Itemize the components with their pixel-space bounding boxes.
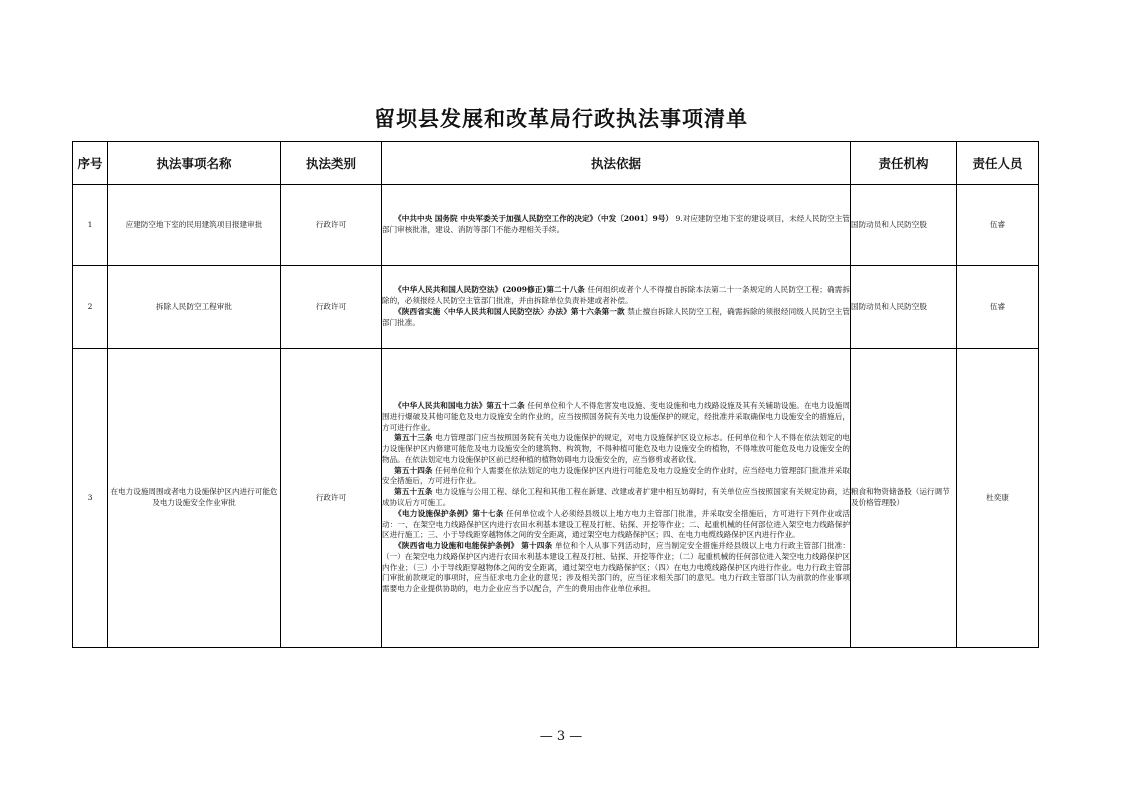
cell-item-name: 应建防空地下室的民用建筑项目报建审批: [108, 185, 281, 266]
page-number: — 3 —: [539, 729, 583, 744]
basis-law-title: 《中华人民共和国人民防空法》(2009修正)第二十八条: [394, 285, 585, 295]
basis-paragraph: [382, 214, 850, 236]
basis-paragraph: [382, 541, 850, 595]
basis-law-title: 《中共中央 国务院 中央军委关于加强人民防空工作的决定》（中发〔2001〕9号）: [394, 214, 674, 224]
basis-paragraph: [382, 509, 850, 541]
basis-text: 单位和个人从事下列活动时，应当制定安全措施并经县级以上电力行政主管部门批准：（一）在架空电力线路保护区内进行农田水利基本建设工程及打桩、钻探、开挖等作业；（二）起重机械的任何部位进入架空电力线路保护区内作业；（三）小于导线距穿越物体之间的安全距离，通过架空电力线路保护区；（四）在电力电缆线路保护区内进行作业。电力行政主管部门审批前款规定的事项时，应当征求电力企业的意见；涉及相关部门的，应当征求相关部门的意见。电力行政主管部门认为前款的作业事项需要电力企业提供协助的，电力企业应当予以配合，产生的费用由作业单位承担。: [382, 541, 850, 594]
basis-text: 任何单位和个人需要在依法划定的电力设施保护区内进行可能危及电力设施安全的作业时，应当经电力管理部门批准并采取安全措施后，方可进行作业。: [382, 465, 850, 486]
basis-law-title: 《中华人民共和国电力法》第五十二条: [394, 400, 525, 410]
basis-law-title: 《陕西省实施〈中华人民共和国人民防空法〉办法》第十六条第一款: [394, 307, 625, 316]
basis-paragraph: [382, 466, 850, 488]
table-row: [73, 266, 1039, 349]
basis-law-title: 第五十三条: [394, 433, 433, 443]
basis-paragraph: [382, 487, 850, 509]
cell-person: 杜奕康: [957, 349, 1039, 648]
basis-text: 任何单位或个人必须经县级以上地方电力主管部门批准，并采取安全措施后，方可进行下列作业或活动：一、在架空电力线路保护区内进行农田水利基本建设工程及打桩、钻探、开挖等作业；二、起重机械的任何部位进入架空电力线路保护区进行施工；三、小于导线距穿越物体之间的安全距离，通过架空电力线路保护区；四、在电力电缆线路保护区内进行作业。: [382, 508, 850, 540]
basis-paragraph: [382, 401, 850, 433]
cell-org: 国防动员和人民防空股: [851, 266, 957, 349]
basis-text: 电力设施与公用工程、绿化工程和其他工程在新建、改建或者扩建中相互妨碍时，有关单位应当按照国家有关规定协商，达成协议后方可施工。: [382, 487, 850, 507]
basis-law-title: 《电力设施保护条例》第十七条: [394, 508, 504, 518]
cell-basis: [382, 266, 851, 349]
basis-paragraph: [382, 285, 850, 307]
header-item-name: 执法事项名称: [108, 142, 281, 185]
basis-law-title: 《陕西省电力设施和电能保护条例》 第十四条: [394, 541, 553, 551]
cell-org: 国防动员和人民防空股: [851, 185, 957, 266]
header-category: 执法类别: [281, 142, 382, 185]
cell-person: 伍睿: [957, 266, 1039, 349]
basis-text: 9.对应建防空地下室的建设项目，未经人民防空主管部门审核批准，建设、消防等部门不能办理相关手续。: [382, 214, 850, 234]
cell-seq: 1: [73, 185, 108, 266]
cell-basis: [382, 185, 851, 266]
cell-category: 行政许可: [281, 185, 382, 266]
basis-text: 任何单位和个人不得危害发电设施、变电设施和电力线路设施及其有关辅助设施。在电力设施周围进行爆破及其他可能危及电力设施安全的作业的，应当按照国务院有关电力设施保护的规定，经批准并采取确保电力设施安全的措施后，方可进行作业。: [382, 400, 850, 432]
basis-text: 电力管理部门应当按照国务院有关电力设施保护的规定，对电力设施保护区设立标志。任何单位和个人不得在依法划定的电力设施保护区内修建可能危及电力设施安全的建筑物、构筑物，不得种植可能危及电力设施安全的植物，不得堆放可能危及电力设施安全的物品。在依法划定电力设施保护区前已经种植的植物妨碍电力设施安全的，应当修剪或者砍伐。: [382, 433, 850, 464]
header-seq: 序号: [73, 142, 108, 185]
cell-category: 行政许可: [281, 349, 382, 648]
header-basis: 执法依据: [382, 142, 851, 185]
basis-law-title: 第五十四条: [394, 465, 433, 475]
header-person: 责任人员: [957, 142, 1039, 185]
header-org: 责任机构: [851, 142, 957, 185]
cell-category: 行政许可: [281, 266, 382, 349]
basis-text: 任何组织或者个人不得擅自拆除本法第二十一条规定的人民防空工程；确需拆除的，必须报经人民防空主管部门批准，并由拆除单位负责补建或者补偿。: [382, 285, 850, 306]
cell-org: 粮食和物资储备股（运行调节及价格管理股）: [851, 349, 957, 648]
cell-basis: [382, 349, 851, 648]
basis-paragraph: [382, 433, 850, 465]
cell-seq: 2: [73, 266, 108, 349]
basis-paragraph: [382, 307, 850, 329]
page-title: 留坝县发展和改革局行政执法事项清单: [374, 107, 748, 131]
cell-item-name: 拆除人民防空工程审批: [108, 266, 281, 349]
basis-law-title: 第五十五条: [394, 487, 433, 497]
enforcement-items-table: [72, 141, 1039, 648]
table-header-row: [73, 142, 1039, 185]
cell-person: 伍睿: [957, 185, 1039, 266]
basis-text: 禁止擅自拆除人民防空工程，确需拆除的须报经同级人民防空主管部门批准。: [382, 307, 850, 327]
table-row: [73, 185, 1039, 266]
table-row: [73, 349, 1039, 648]
cell-item-name: 在电力设施周围或者电力设施保护区内进行可能危及电力设施安全作业审批: [108, 349, 281, 648]
cell-seq: 3: [73, 349, 108, 648]
